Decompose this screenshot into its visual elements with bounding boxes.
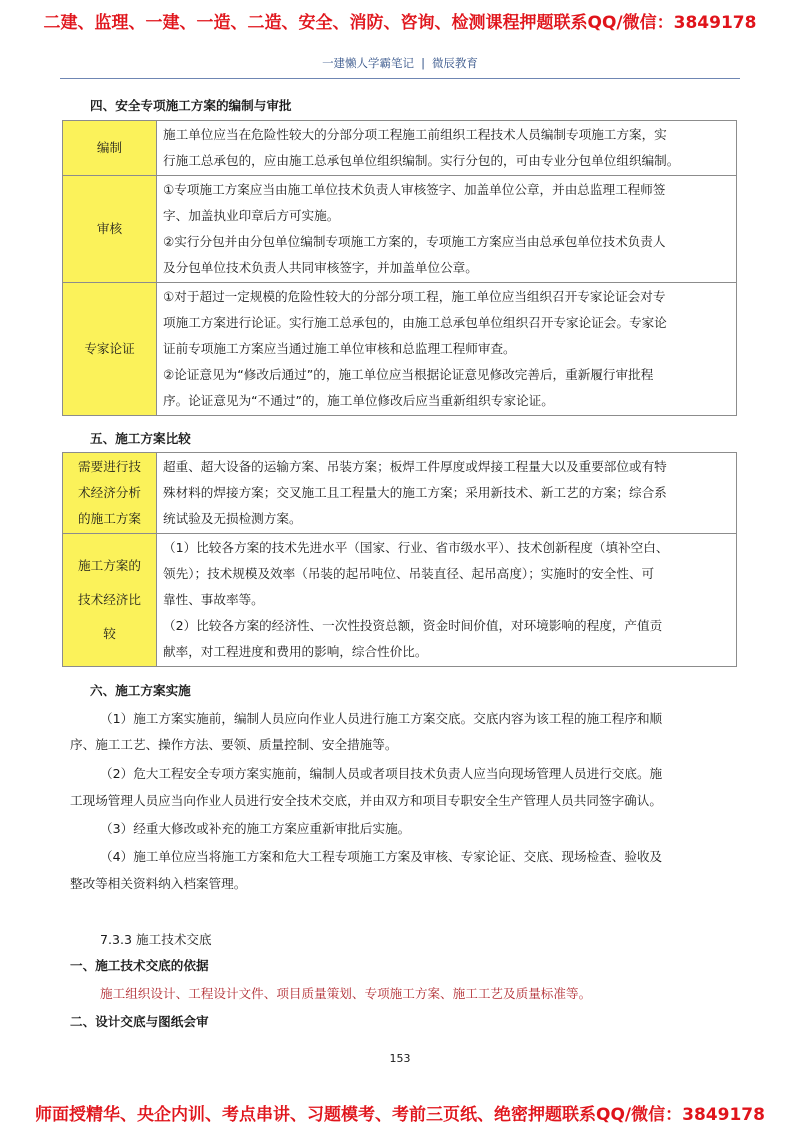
sub2-heading: 二、设计交底与图纸会审 (70, 1014, 209, 1029)
content-line: ①对于超过一定规模的危险性较大的分部分项工程，施工单位应当组织召开专家论证会对专 (163, 289, 666, 304)
table-row (63, 283, 737, 416)
content-line: ②实行分包并由分包单位编制专项施工方案的，专项施工方案应当由总承包单位技术负责人 (163, 234, 666, 249)
section4-title: 四、安全专项施工方案的编制与审批 (90, 98, 292, 113)
row-content-expert (157, 283, 737, 416)
paragraph-line: 整改等相关资料纳入档案管理。 (70, 876, 247, 891)
header-left-title: 一建懒人学霸笔记 (322, 56, 415, 70)
table-row (63, 176, 737, 283)
paragraph-line: （3）经重大修改或补充的施工方案应重新审批后实施。 (100, 821, 411, 836)
content-line: （2）比较各方案的经济性、一次性投资总额，资金时间价值，对环境影响的程度，产值贡 (163, 618, 663, 633)
header-right-title: 微辰教育 (431, 56, 478, 70)
content-line: 项施工方案进行论证。实行施工总承包的，由施工总承包单位组织召开专家论证会。专家论 (163, 315, 667, 330)
content-line: 施工单位应当在危险性较大的分部分项工程施工前组织工程技术人员编制专项施工方案，实 (163, 127, 667, 142)
row-label-comparison (63, 534, 157, 667)
content-line: ①专项施工方案应当由施工单位技术负责人审核签字、加盖单位公章，并由总监理工程师签 (163, 182, 666, 197)
paragraph-line: 工现场管理人员应当向作业人员进行安全技术交底，并由双方和项目专职安全生产管理人员共同签字确认。 (70, 793, 662, 808)
content-line: 统试验及无损检测方案。 (163, 511, 302, 526)
label-line: 术经济分析 (78, 485, 141, 500)
section-733-title: 7.3.3 施工技术交底 (100, 932, 212, 947)
table-row (63, 453, 737, 534)
paragraph-line: （4）施工单位应当将施工方案和危大工程专项施工方案及审核、专家论证、交底、现场检查、验收及 (100, 849, 663, 864)
section4-table (62, 120, 737, 416)
section5-title: 五、施工方案比较 (90, 431, 191, 446)
row-content-compile (157, 121, 737, 176)
row-label-analysis (63, 453, 157, 534)
content-line: 字、加盖执业印章后方可实施。 (163, 208, 340, 223)
paragraph-line: 序、施工工艺、操作方法、要领、质量控制、安全措施等。 (70, 737, 398, 752)
content-line: 序。论证意见为“不通过”的，施工单位修改后应当重新组织专家论证。 (163, 393, 554, 408)
label-line: 的施工方案 (78, 511, 141, 526)
section6-title: 六、施工方案实施 (90, 683, 191, 698)
paragraph-line: （2）危大工程安全专项方案实施前，编制人员或者项目技术负责人应当向现场管理人员进行交底。施 (100, 766, 663, 781)
label-line: 施工方案的 (78, 558, 141, 573)
content-line: （1）比较各方案的技术先进水平（国家、行业、省市级水平）、技术创新程度（填补空白、 (163, 540, 669, 555)
table-row (63, 121, 737, 176)
content-line: 超重、超大设备的运输方案、吊装方案；板焊工件厚度或焊接工程量大以及重要部位或有特 (163, 459, 667, 474)
row-label-expert: 专家论证 (63, 283, 157, 416)
content-line: 殊材料的焊接方案；交叉施工且工程量大的施工方案；采用新技术、新工艺的方案；综合系 (163, 485, 667, 500)
row-label-review: 审核 (63, 176, 157, 283)
label-line: 较 (103, 626, 116, 641)
content-line: 行施工总承包的，应由施工总承包单位组织编制。实行分包的，可由专业分包单位组织编制。 (163, 153, 680, 168)
bottom-banner: 师面授精华、央企内训、考点串讲、习题模考、考前三页纸、绝密押题联系QQ/微信：3849178 (35, 1105, 765, 1125)
section5-table (62, 452, 737, 667)
page-header (60, 55, 740, 79)
content-line: 及分包单位技术负责人共同审核签字，并加盖单位公章。 (163, 260, 478, 275)
row-content-analysis (157, 453, 737, 534)
sub1-text: 施工组织设计、工程设计文件、项目质量策划、专项施工方案、施工工艺及质量标准等。 (100, 986, 592, 1001)
content-line: ②论证意见为“修改后通过”的，施工单位应当根据论证意见修改完善后，重新履行审批程 (163, 367, 654, 382)
label-line: 需要进行技 (78, 459, 141, 474)
paragraph-line: （1）施工方案实施前，编制人员应向作业人员进行施工方案交底。交底内容为该工程的施工程序和顺 (100, 711, 663, 726)
sub1-heading: 一、施工技术交底的依据 (70, 958, 209, 973)
header-separator: | (421, 56, 425, 70)
content-line: 领先）；技术规模及效率（吊装的起吊吨位、吊装直径、起吊高度）；实施时的安全性、可 (163, 566, 655, 581)
row-content-review (157, 176, 737, 283)
label-line: 技术经济比 (78, 592, 141, 607)
page-number: 153 (389, 1052, 411, 1065)
table-row (63, 534, 737, 667)
top-banner: 二建、监理、一建、一造、二造、安全、消防、咨询、检测课程押题联系QQ/微信：3849178 (43, 13, 757, 33)
content-line: 靠性、事故率等。 (163, 592, 264, 607)
content-line: 证前专项施工方案应当通过施工单位审核和总监理工程师审查。 (163, 341, 516, 356)
row-content-comparison (157, 534, 737, 667)
content-line: 献率，对工程进度和费用的影响，综合性价比。 (163, 644, 428, 659)
row-label-compile: 编制 (63, 121, 157, 176)
